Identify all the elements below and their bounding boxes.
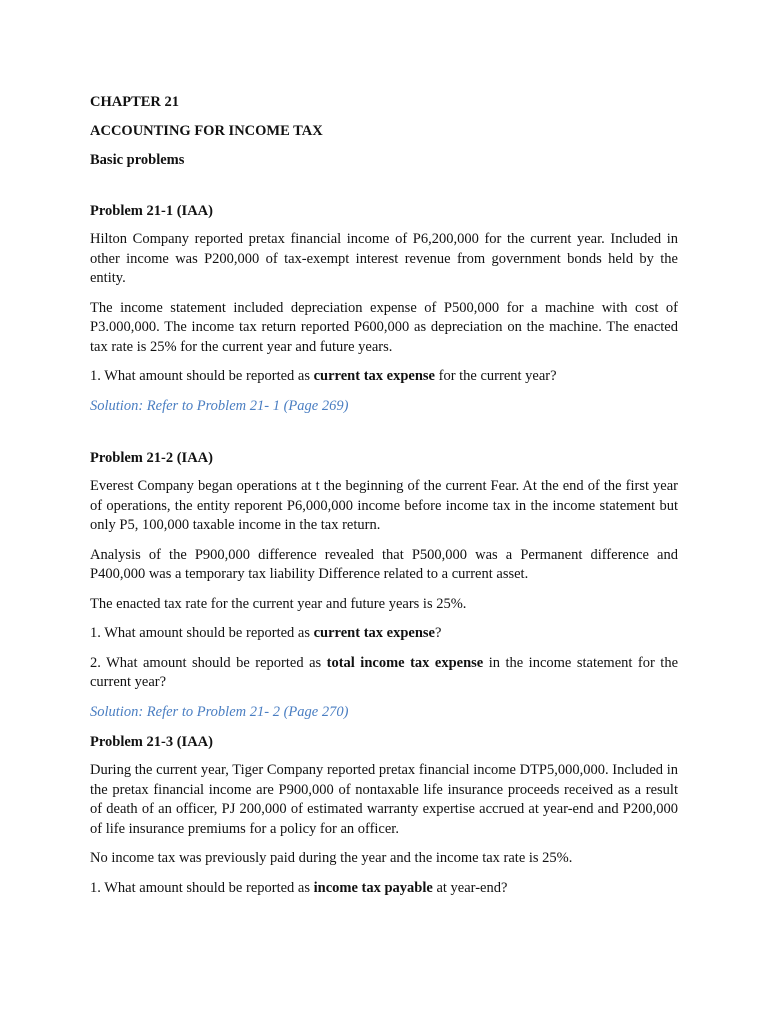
problem-question: 2. What amount should be reported as total income tax expense in the income statement for the current year? — [90, 654, 678, 690]
problem-heading: Problem 21-1 (IAA) — [90, 203, 213, 219]
question-emphasis: total income tax expense — [326, 654, 484, 671]
solution-reference: Solution: Refer to Problem 21- 1 (Page 269) — [90, 397, 349, 414]
chapter-label: CHAPTER 21 — [90, 94, 180, 110]
problem-paragraph: No income tax was previously paid during the year and the income tax rate is 25%. — [90, 850, 573, 866]
question-emphasis: current tax expense — [313, 625, 435, 641]
problem-paragraph: Hilton Company reported pretax financial income of P6,200,000 for the current year. Included in other income was P200,000 of tax-exempt interest revenue from government bonds held by the entity. — [90, 231, 678, 286]
problem-question: 1. What amount should be reported as income tax payable at year-end? — [90, 879, 508, 896]
problem-heading: Problem 21-2 (IAA) — [90, 450, 213, 466]
document-page — [90, 93, 678, 898]
problem-paragraph: Everest Company began operations at t the beginning of the current Fear. At the end of the first year of operations, the entity reporent P6,000,000 income before income tax in the income statement but only P5, 100,000 taxable income in the tax return. — [90, 478, 678, 533]
question-emphasis: income tax payable — [313, 879, 433, 896]
problem-question: 1. What amount should be reported as current tax expense? — [90, 625, 442, 641]
problem-paragraph: The enacted tax rate for the current year and future years is 25%. — [90, 595, 467, 612]
problem-heading: Problem 21-3 (IAA) — [90, 734, 213, 750]
problem-paragraph: The income statement included depreciation expense of P500,000 for a machine with cost of P3.000,000. The income tax return reported P600,000 as depreciation on the machine. The enacted tax rate is 25% for the current year and future years. — [90, 299, 678, 355]
problem-paragraph: Analysis of the P900,000 difference revealed that P500,000 was a Permanent difference and P400,000 was a temporary tax liability Difference related to a current asset. — [90, 546, 678, 582]
section-subtitle: Basic problems — [90, 152, 185, 168]
solution-reference: Solution: Refer to Problem 21- 2 (Page 270) — [90, 703, 349, 720]
chapter-title: ACCOUNTING FOR INCOME TAX — [90, 123, 323, 139]
question-emphasis: current tax expense — [313, 368, 435, 384]
problem-paragraph: During the current year, Tiger Company reported pretax financial income DTP5,000,000. Included in the pretax financial income are P900,000 of nontaxable life insurance proceeds received as a result of death of an officer, PJ 200,000 of estimated warranty expertise accrued at year-end and P200,000 of life insurance premiums for a policy for an officer. — [90, 762, 678, 837]
problem-question: 1. What amount should be reported as current tax expense for the current year? — [90, 368, 557, 384]
